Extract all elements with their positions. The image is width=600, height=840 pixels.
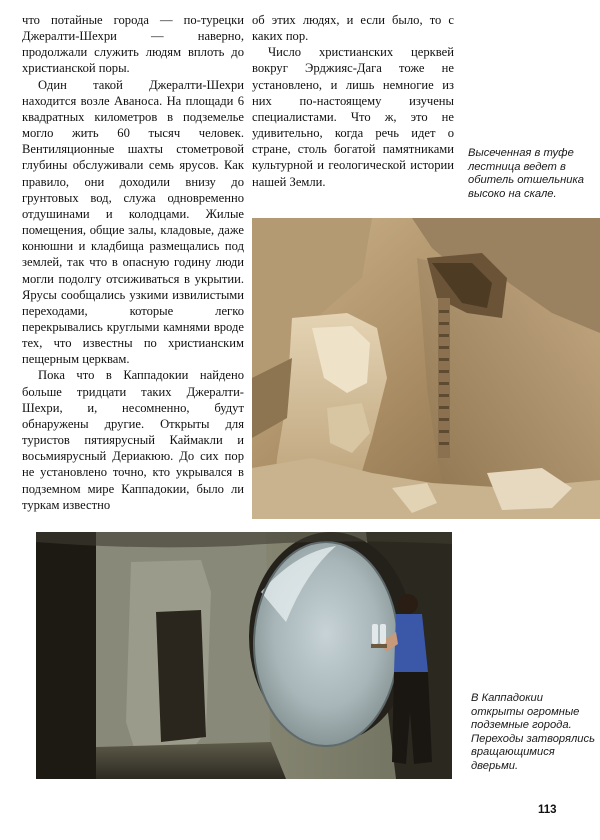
article-column-left xyxy=(22,12,244,513)
underground-passage-image xyxy=(36,532,452,779)
paragraph: об этих людях, и если было, то с каких пор. xyxy=(252,13,454,44)
page-number: 113 xyxy=(538,804,557,816)
paragraph: Число христианских церквей вокруг Эрджияс-Дага тоже не установлено, и лишь немногие из них по-настоящему изучены специалистами. Что ж, это не удивительно, когда речь идет о стране, столь богатой памятниками культурной и геологической истории нашей Земли. xyxy=(252,45,454,189)
paragraph: Пока что в Каппадокии найдено больше тридцати таких Джералти-Шехри, и, несомненно, будут обнаружены другие. Открыты для туристов пятиярусный Каймакли и восьмиярусный Дериакюю. До сих пор не установлено точно, кто укрывался в подземном мире Каппадокии, было ли туркам известно xyxy=(22,368,244,512)
article-column-middle xyxy=(252,12,454,190)
photo-rock-staircase xyxy=(252,218,600,519)
photo-underground-city-door xyxy=(36,532,452,779)
photo-caption-top: Высеченная в туфе лестница ведет в обитель отшельника высоко на скале. xyxy=(468,147,584,200)
rock-cliff-image xyxy=(252,218,600,519)
photo-caption-bottom: В Каппадокии открыты огромные подземные города. Переходы затворялись вращающимися дверьми. xyxy=(471,692,596,772)
paragraph: Один такой Джералти-Шехри находится возле Аваноса. На площади 6 квадратных километров в подземелье могло жить 60 тысяч человек. Вентиляционные шахты стометровой глубины обслуживали семь ярусов. Как правило, они доходили внизу до грунтовых вод, служа одновременно отдушинами и колодцами. Жилые помещения, общие залы, кладовые, даже конюшни и кладбища размещались под землей, так что в опасную годину люди могли подолгу отсиживаться в укрытии. Ярусы сообщались узкими извилистыми переходами, которые легко перекрывались круглыми камнями вроде тех, что известны по христианским пещерным церквам. xyxy=(22,77,244,367)
paragraph: что потайные города — по-турецки Джералти-Шехри — наверно, продолжали служить людям вплоть до христианской поры. xyxy=(22,13,244,76)
